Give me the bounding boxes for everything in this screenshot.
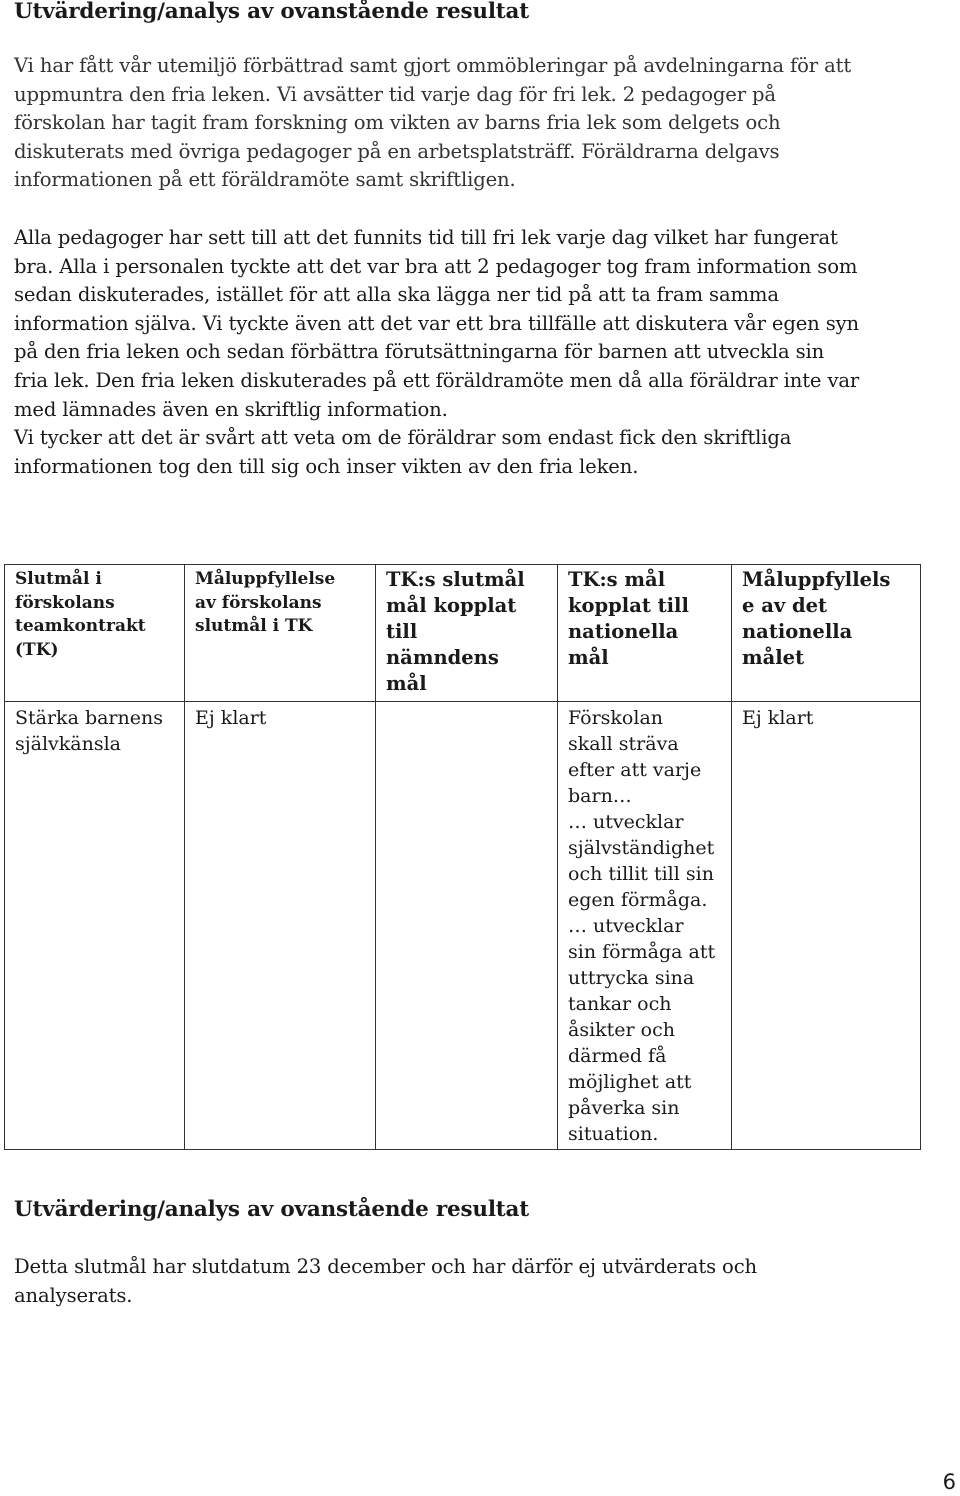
section2-paragraph	[14, 1253, 954, 1310]
text-line: Stärka barnens	[15, 707, 163, 729]
section-heading-1: Utvärdering/analys av ovanstående resultat	[14, 0, 529, 24]
text-line: Ej klart	[742, 707, 814, 729]
text-line: fria lek. Den fria leken diskuterades på ett föräldramöte men då alla föräldrar inte var	[14, 368, 860, 392]
text-line: teamkontrakt	[15, 616, 146, 636]
text-line: informationen tog den till sig och inser vikten av den fria leken.	[14, 454, 639, 478]
header-national-fulfilment	[732, 565, 921, 702]
header-tk-goal	[5, 565, 185, 702]
text-line: skall sträva	[568, 733, 679, 755]
text-line: förskolans	[15, 592, 115, 613]
text-line: kopplat till	[568, 594, 689, 617]
text-line: … utvecklar	[568, 915, 684, 937]
text-line: därmed få	[568, 1045, 667, 1067]
text-line: diskuterats med övriga pedagoger på en arbetsplatsträff. Föräldrarna delgavs	[14, 139, 780, 163]
text-line: bra. Alla i personalen tyckte att det var bra att 2 pedagoger tog fram information som	[14, 254, 858, 278]
section-heading-2: Utvärdering/analys av ovanstående resultat	[14, 1197, 529, 1222]
text-line: Vi tycker att det är svårt att veta om de föräldrar som endast fick den skriftliga	[14, 426, 792, 450]
section1-paragraph-2	[14, 224, 954, 481]
text-line: tankar och	[568, 993, 672, 1015]
text-line: förskolan har tagit fram forskning om vikten av barns fria lek som delgets och	[14, 111, 781, 135]
text-line: Alla pedagoger har sett till att det funnits tid till fri lek varje dag vilket har fungerat	[14, 226, 838, 249]
table-row	[5, 702, 921, 1150]
text-line: Vi har fått vår utemiljö förbättrad samt gjort ommöbleringar på avdelningarna för att	[14, 54, 852, 77]
text-line: nationella	[742, 620, 853, 643]
text-line: Förskolan	[568, 707, 664, 729]
text-line: av förskolans	[195, 592, 322, 613]
text-line: på den fria leken och sedan förbättra förutsättningarna för barnen att utveckla sin	[14, 340, 825, 364]
text-line: mål	[386, 672, 427, 695]
text-line: åsikter och	[568, 1019, 675, 1041]
text-line: sedan diskuterades, istället för att alla ska lägga ner tid på att ta fram samma	[14, 283, 779, 307]
cell-national-goal	[558, 702, 732, 1150]
page-number: 6	[942, 1470, 956, 1494]
text-line: informationen på ett föräldramöte samt skriftligen.	[14, 168, 516, 192]
text-line: med lämnades även en skriftlig information.	[14, 397, 448, 421]
text-line: självkänsla	[15, 733, 122, 755]
text-line: analyserats.	[14, 1283, 133, 1307]
table-header-row	[5, 565, 921, 702]
text-line: … utvecklar	[568, 811, 684, 833]
text-line: e av det	[742, 594, 827, 617]
text-line: situation.	[568, 1123, 659, 1145]
text-line: mål	[568, 646, 609, 669]
text-line: (TK)	[15, 639, 59, 660]
text-line: Måluppfyllelse	[195, 569, 336, 589]
text-line: till	[386, 620, 418, 643]
header-tk-fulfilment	[185, 565, 376, 702]
text-line: TK:s mål	[568, 568, 666, 591]
text-line: och tillit till sin	[568, 863, 714, 885]
text-line: TK:s slutmål	[386, 568, 525, 591]
text-line: barn…	[568, 785, 632, 807]
text-line: nationella	[568, 620, 679, 643]
goals-table	[4, 564, 921, 1150]
cell-tk-goal	[5, 702, 185, 1150]
text-line: slutmål i TK	[195, 616, 313, 636]
text-line: information själva. Vi tyckte även att det var ett bra tillfälle att diskutera vår egen syn	[14, 311, 859, 335]
text-line: uppmuntra den fria leken. Vi avsätter tid varje dag för fri lek. 2 pedagoger på	[14, 82, 776, 106]
text-line: Slutmål i	[15, 569, 102, 589]
text-line: möjlighet att	[568, 1071, 692, 1093]
text-line: efter att varje	[568, 759, 702, 781]
text-line: målet	[742, 646, 805, 669]
section1-paragraph-1	[14, 52, 954, 195]
text-line: Måluppfyllels	[742, 568, 891, 591]
text-line: mål kopplat	[386, 594, 517, 617]
text-line: egen förmåga.	[568, 889, 708, 911]
text-line: självständighet	[568, 837, 715, 859]
text-line: Ej klart	[195, 707, 267, 729]
cell-board-goal	[376, 702, 558, 1150]
cell-tk-fulfilment	[185, 702, 376, 1150]
text-line: Detta slutmål har slutdatum 23 december och har därför ej utvärderats och	[14, 1255, 757, 1278]
header-national-goal	[558, 565, 732, 702]
text-line: påverka sin	[568, 1097, 680, 1119]
text-line: nämndens	[386, 646, 499, 669]
header-board-goal	[376, 565, 558, 702]
text-line: sin förmåga att	[568, 941, 716, 963]
text-line: uttrycka sina	[568, 967, 695, 989]
cell-national-fulfilment	[732, 702, 921, 1150]
